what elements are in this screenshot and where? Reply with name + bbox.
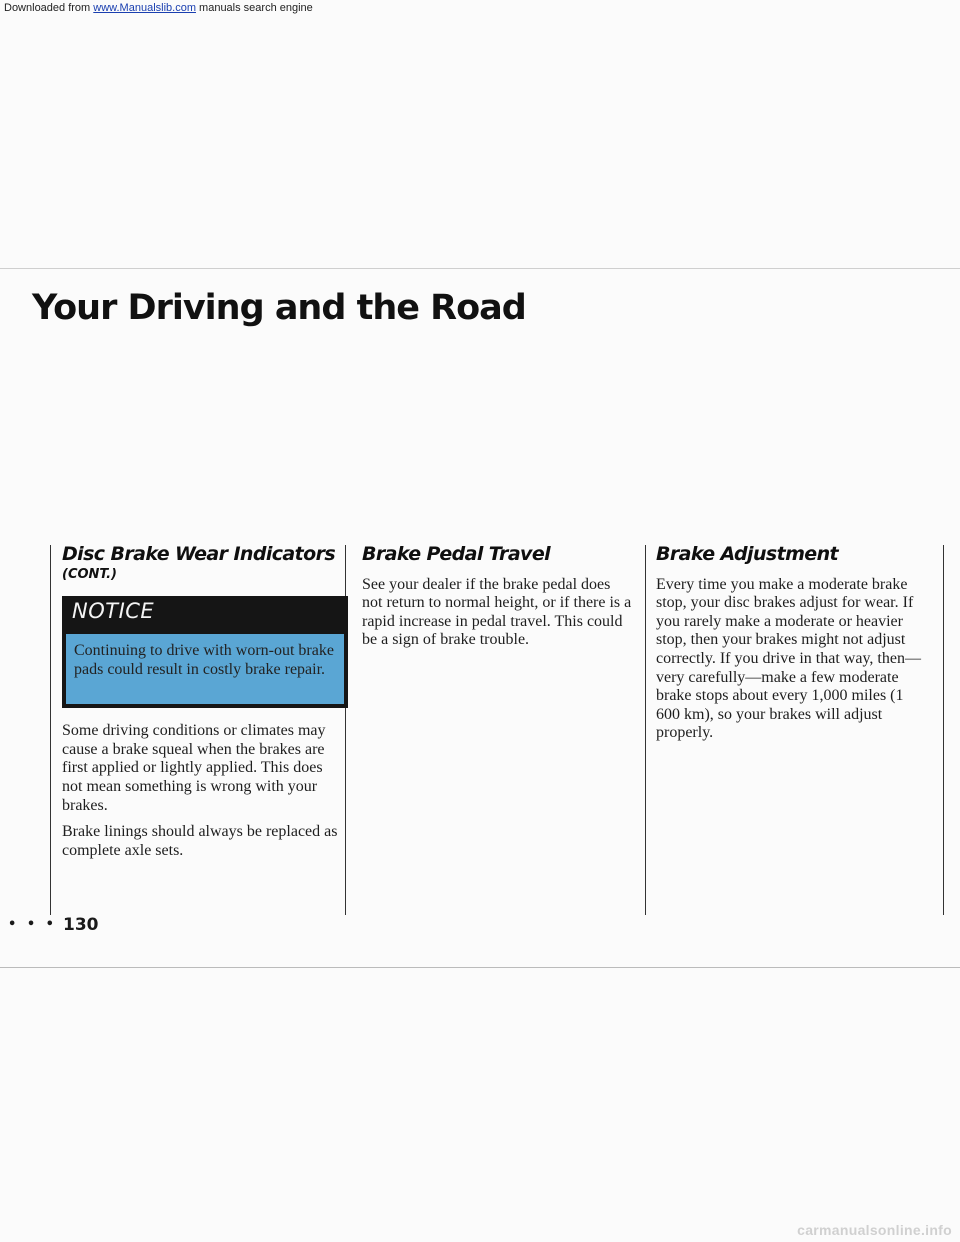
brake-linings-paragraph: Brake linings should always be replaced as complete axle sets. <box>62 823 338 859</box>
notice-box <box>62 596 348 708</box>
column-rule-far-right <box>943 545 944 915</box>
section-brake-adjustment <box>656 545 931 743</box>
continued-label: (CONT.) <box>62 566 117 582</box>
section-disc-brake-wear <box>62 545 344 860</box>
notice-text: Continuing to drive with worn-out brake pads could result in costly brake repair. <box>66 634 344 704</box>
brake-pedal-heading: Brake Pedal Travel <box>362 543 551 565</box>
disc-brake-heading: Disc Brake Wear Indicators <box>62 543 336 565</box>
brake-pedal-paragraph: See your dealer if the brake pedal does not return to normal height, or if there is a rapid increase in pedal travel. This could be a sign of brake trouble. <box>362 575 632 649</box>
bottom-divider <box>0 967 960 968</box>
banner-prefix: Downloaded from <box>4 2 94 14</box>
page-number-dots: • • • <box>8 917 57 932</box>
page-number-value: 130 <box>62 915 99 935</box>
brake-adjustment-paragraph: Every time you make a moderate brake stop, your disc brakes adjust for wear. If you rarely make a moderate or heavier stop, then your brakes might not adjust correctly. If you drive in that way, then—very carefully—make a few moderate brake stops about every 1,000 miles (1 600 km), so your brakes will adjust properly. <box>656 575 921 742</box>
page-title: Your Driving and the Road <box>32 288 526 328</box>
manualslib-link[interactable]: www.Manualslib.com <box>93 2 196 14</box>
notice-label: NOTICE <box>72 599 155 624</box>
top-divider <box>0 268 960 269</box>
section-brake-pedal-travel <box>362 545 632 650</box>
column-rule-right <box>645 545 646 915</box>
brake-squeal-paragraph: Some driving conditions or climates may cause a brake squeal when the brakes are first applied or lightly applied. This does not mean something is wrong with your brakes. <box>62 722 326 814</box>
brake-adjustment-heading: Brake Adjustment <box>656 543 838 565</box>
column-rule-left <box>50 545 51 915</box>
watermark-text: carmanualsonline.info <box>797 1222 952 1238</box>
download-banner <box>0 0 317 16</box>
page-number <box>8 915 98 935</box>
banner-suffix: manuals search engine <box>195 2 313 14</box>
